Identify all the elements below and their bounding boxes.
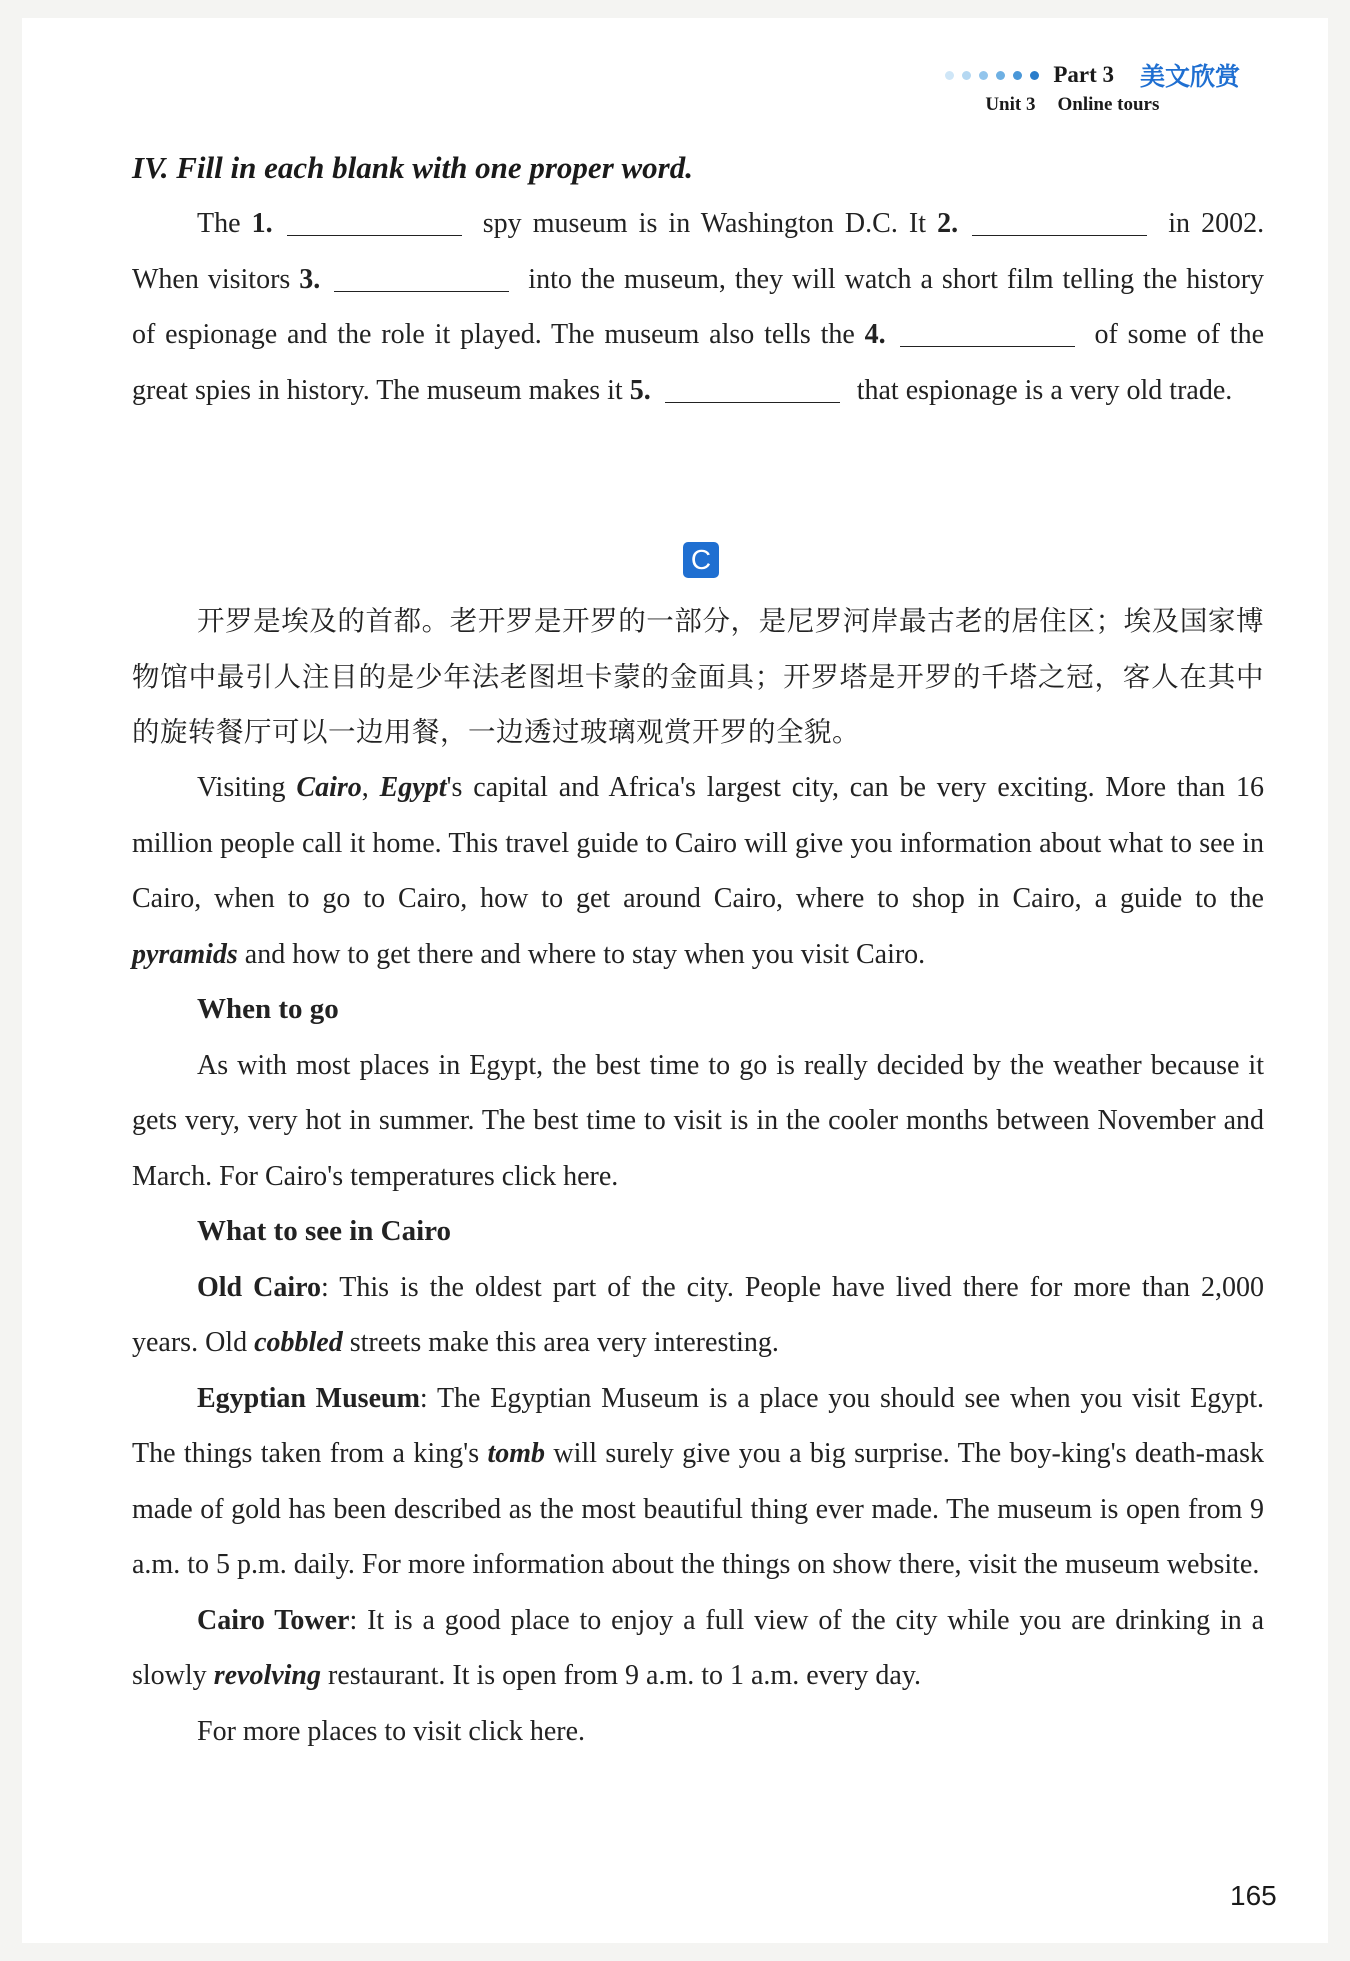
article xyxy=(132,760,1264,1759)
page-number: 165 xyxy=(1230,1880,1277,1911)
unit-label: Unit 3 xyxy=(985,94,1036,115)
old-cairo-paragraph xyxy=(132,1260,1264,1371)
term-egyptian-museum: Egyptian Museum xyxy=(197,1382,420,1414)
more-places-paragraph: For more places to visit click here. xyxy=(197,1715,585,1747)
dot xyxy=(979,71,988,80)
dot xyxy=(945,71,954,80)
text: This is the oldest part of the city. People have lived there for more than 2,000 years. Old xyxy=(132,1271,1264,1358)
blank-4[interactable] xyxy=(900,316,1075,347)
term-cairo-tower: Cairo Tower xyxy=(197,1604,350,1636)
gloss-tomb: tomb xyxy=(487,1438,546,1469)
gloss-revolving: revolving xyxy=(213,1660,321,1691)
exercise-text: spy museum is in Washington D.C. It xyxy=(482,208,927,239)
egyptian-museum-paragraph xyxy=(132,1371,1264,1593)
gloss-cairo: Cairo xyxy=(296,772,362,803)
when-paragraph: As with most places in Egypt, the best time to go is really decided by the weather because it gets very, very hot in summer. The best time to visit is in the cooler months between November and March. For Cairo's temperatures click here. xyxy=(132,1049,1264,1192)
unit-title: Online tours xyxy=(1057,94,1160,115)
blank-number: 5. xyxy=(629,374,651,406)
fill-in-exercise xyxy=(132,196,1264,418)
section-c-badge: C xyxy=(683,542,719,578)
subheading-what-to-see: What to see in Cairo xyxy=(197,1215,452,1247)
blank-number: 3. xyxy=(299,263,321,295)
gloss-pyramids: pyramids xyxy=(132,938,238,970)
text: It is a good place to enjoy a full view of the city while you are drinking in a slowly xyxy=(132,1604,1264,1691)
exercise-text: of some of the great spies in history. The museum makes it xyxy=(132,319,1264,406)
running-header xyxy=(945,58,1240,116)
text: and how to get there and where to stay when you visit Cairo. xyxy=(237,938,926,970)
chinese-summary xyxy=(132,594,1264,761)
text: Visiting xyxy=(197,772,297,803)
exercise-text: that espionage is a very old trade. xyxy=(856,374,1233,406)
text: will surely give you a big surprise. The boy-king's death-mask made of gold has been described as the most beautiful thing ever made. The museum is open from 9 a.m. to 5 p.m. daily. For more information about the things on show there, visit the museum website. xyxy=(132,1438,1264,1580)
chinese-summary-text: 开罗是埃及的首都。老开罗是开罗的一部分，是尼罗河岸最古老的居住区；埃及国家博物馆中最引人注目的是少年法老图坦卡蒙的金面具；开罗塔是开罗的千塔之冠，客人在其中的旋转餐厅可以一边用餐，一边透过玻璃观赏开罗的全貌。 xyxy=(132,605,1264,748)
blank-5[interactable] xyxy=(665,372,840,403)
gloss-egypt: Egypt xyxy=(379,772,447,803)
exercise-text: in 2002. When visitors xyxy=(132,208,1265,295)
text: 's capital and Africa's largest city, can be very exciting. More than 16 million people call it home. This travel guide to Cairo will give you information about what to see in Cairo, when to go to Cairo, how to get around Cairo, where to shop in Cairo, a guide to the xyxy=(132,772,1264,914)
part-label: Part 3 xyxy=(1053,62,1114,87)
text: : xyxy=(349,1604,368,1636)
text: The Egyptian Museum is a place you should see when you visit Egypt. The things taken from a king's xyxy=(132,1382,1264,1469)
term-old-cairo: Old Cairo xyxy=(197,1271,322,1303)
blank-number: 4. xyxy=(864,319,886,350)
blank-3[interactable] xyxy=(334,261,509,292)
text: : xyxy=(419,1382,437,1414)
page xyxy=(22,18,1328,1943)
intro-paragraph xyxy=(132,760,1264,982)
dot xyxy=(962,71,971,80)
decorative-dots xyxy=(945,71,1047,80)
exercise-heading: IV. Fill in each blank with one proper word. xyxy=(132,150,693,185)
dot xyxy=(1013,71,1022,80)
text: , xyxy=(361,772,380,803)
text: restaurant. It is open from 9 a.m. to 1 a.m. every day. xyxy=(321,1660,922,1691)
blank-number: 2. xyxy=(937,208,959,239)
cairo-tower-paragraph xyxy=(132,1593,1264,1704)
blank-1[interactable] xyxy=(287,205,462,236)
blank-number: 1. xyxy=(251,208,273,239)
dot xyxy=(996,71,1005,80)
exercise-paragraph xyxy=(132,196,1264,418)
exercise-text: The xyxy=(197,208,241,239)
exercise-text: into the museum, they will watch a short film telling the history of espionage and the role it played. The museum also tells the xyxy=(132,263,1265,350)
blank-2[interactable] xyxy=(972,205,1147,236)
subheading-when-to-go: When to go xyxy=(197,993,339,1025)
dot xyxy=(1030,71,1039,80)
text: streets make this area very interesting. xyxy=(342,1327,779,1358)
section-title-cn: 美文欣赏 xyxy=(1139,62,1240,91)
text: : xyxy=(321,1271,340,1303)
gloss-cobbled: cobbled xyxy=(254,1327,343,1358)
